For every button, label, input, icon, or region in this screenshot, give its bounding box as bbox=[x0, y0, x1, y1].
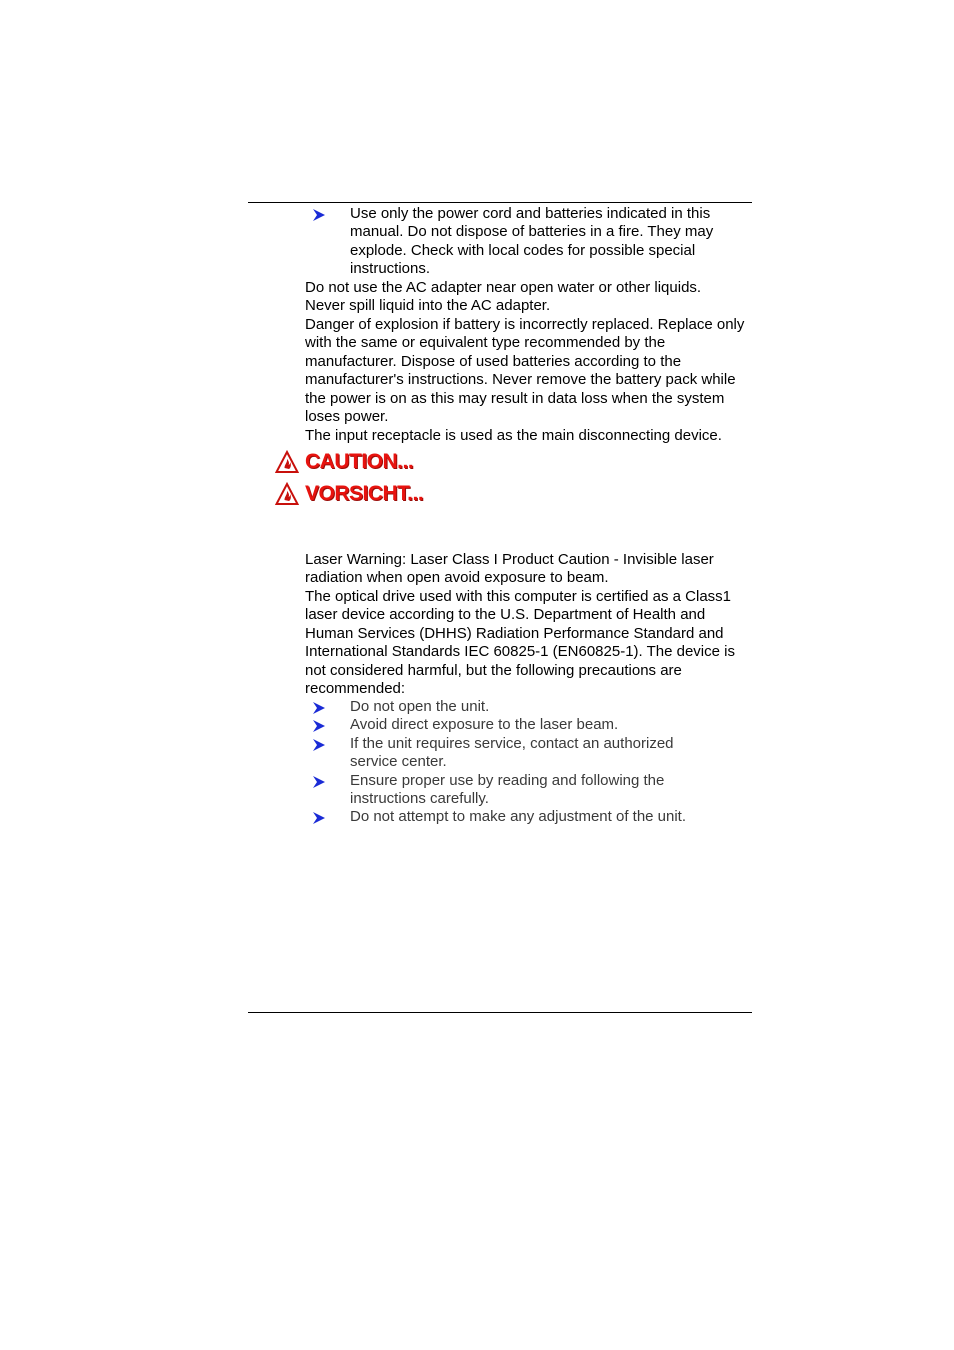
bullet-text: Do not open the unit. bbox=[350, 698, 490, 715]
warning-triangle-icon bbox=[275, 482, 299, 506]
bullet-text: Do not attempt to make any adjustment of the unit. bbox=[350, 808, 687, 826]
list-item bbox=[350, 772, 700, 809]
arrowhead-bullet-icon bbox=[313, 776, 325, 788]
arrowhead-bullet-icon bbox=[313, 812, 325, 824]
bullet-text: Ensure proper use by reading and following the instructions carefully. bbox=[350, 771, 665, 808]
caution-heading bbox=[275, 448, 413, 476]
battery-explosion-paragraph: Danger of explosion if battery is incorrectly replaced. Replace only with the same or equivalent type recommended by the manufacturer. Dispose of used batteries according to the manufacturer's instructions. Never remove the battery pack while the power is on as this may result in data loss when the system loses power. bbox=[305, 316, 745, 426]
laser-warning-paragraph: Laser Warning: Laser Class I Product Caution - Invisible laser radiation when open avoid exposure to beam. bbox=[305, 551, 714, 587]
list-item bbox=[350, 698, 750, 716]
arrowhead-bullet-icon bbox=[313, 702, 325, 714]
laser-precautions-list bbox=[350, 698, 750, 827]
optical-drive-paragraph: The optical drive used with this computer is certified as a Class1 laser device according to the U.S. Department of Health and Human Services (DHHS) Radiation Performance Standard and International Standards IEC 60825-1 (EN60825-1). The device is not considered harmful, but the following precautions are recommended: bbox=[305, 588, 735, 698]
bullet-text: If the unit requires service, contact an authorized service center. bbox=[350, 734, 674, 771]
arrowhead-bullet-icon bbox=[313, 739, 325, 751]
bullet-text: Use only the power cord and batteries indicated in this manual. Do not dispose of batteries in a fire. They may explode. Check with local codes for possible special instructions. bbox=[350, 205, 714, 278]
arrowhead-bullet-icon bbox=[313, 720, 325, 732]
power-bullet-list bbox=[350, 205, 750, 279]
list-item bbox=[350, 205, 750, 279]
disconnect-device-paragraph: The input receptacle is used as the main disconnecting device. bbox=[305, 427, 722, 444]
arrowhead-bullet-icon bbox=[313, 209, 325, 221]
caution-label: CAUTION... bbox=[305, 450, 414, 473]
bullet-text: Avoid direct exposure to the laser beam. bbox=[350, 716, 619, 734]
footer-rule bbox=[248, 1012, 752, 1013]
warning-triangle-icon bbox=[275, 450, 299, 474]
list-item bbox=[350, 808, 750, 826]
ac-adapter-paragraph: Do not use the AC adapter near open water or other liquids. Never spill liquid into the AC adapter. bbox=[305, 279, 702, 315]
list-item bbox=[350, 735, 710, 772]
header-rule bbox=[248, 202, 752, 203]
list-item bbox=[350, 716, 750, 734]
vorsicht-heading bbox=[275, 480, 423, 508]
vorsicht-label: VORSICHT... bbox=[305, 482, 424, 505]
